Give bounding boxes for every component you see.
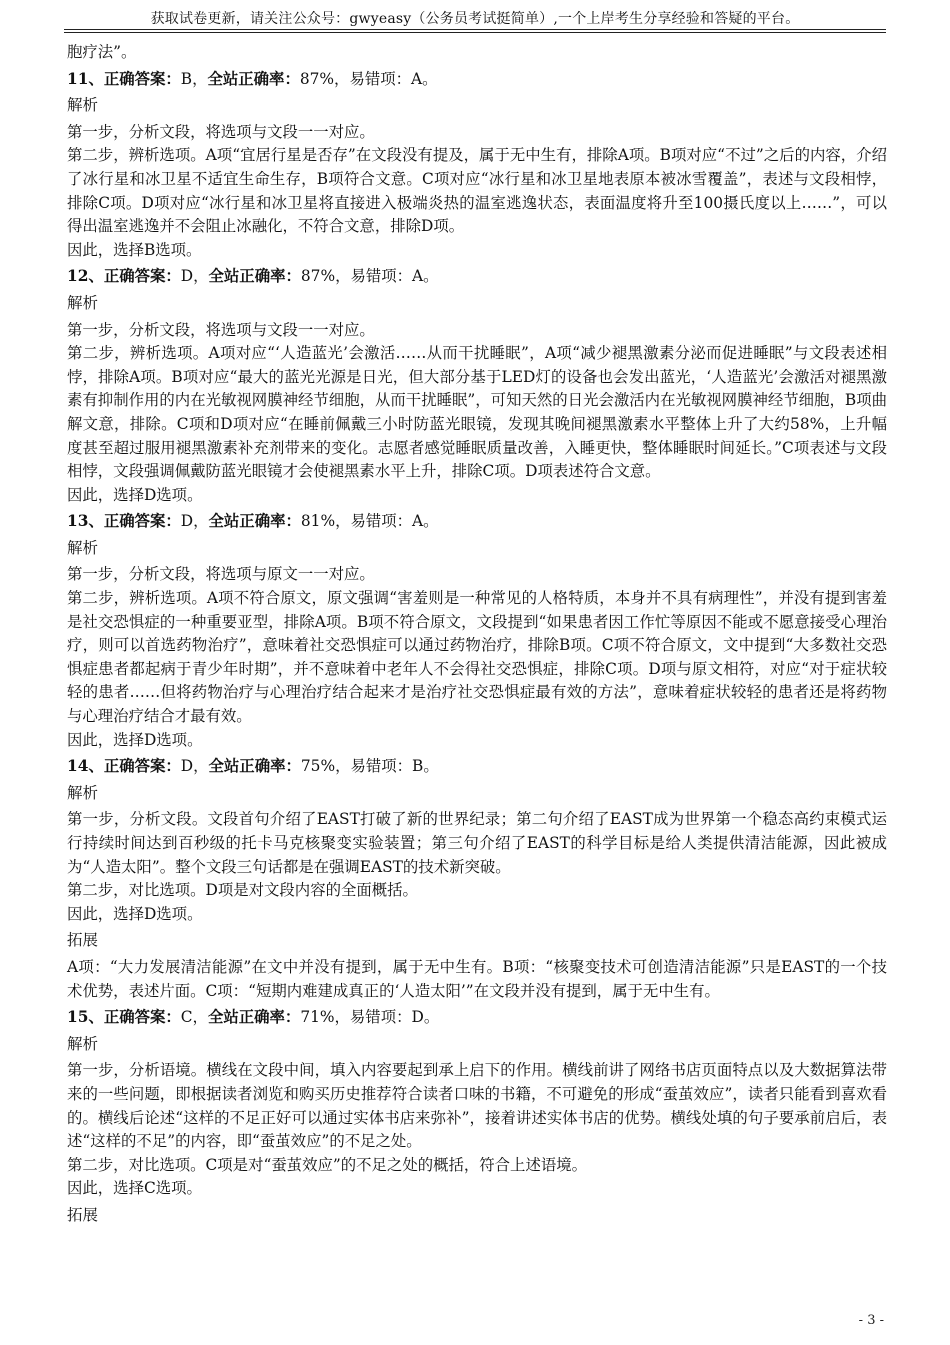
analysis-label: 解析	[67, 538, 99, 557]
extension-label: 拓展	[67, 931, 99, 950]
analysis-paragraph: 因此，选择D选项。	[67, 904, 203, 923]
page-number: - 3 -	[858, 1313, 884, 1328]
analysis-label: 解析	[67, 96, 99, 115]
analysis-paragraph: 第一步，分析语境。横线在文段中间，填入内容要起到承上启下的作用。横线前讲了网络书店页面特点以及大数据算法带来的一些问题，即根据读者浏览和购买历史推荐符合读者口味的书籍，不可避免的形成“蚕茧效应”，读者只能看到喜欢看的。横线后论述“这样的不足正好可以通过实体书店来弥补”，接着讲述实体书店的优势。横线处填的句子要承前启后，表述“这样的不足”的内容，即“蚕茧效应”的不足之处。	[67, 1061, 887, 1151]
analysis-paragraph: 第一步，分析文段，将选项与文段一一对应。	[67, 122, 375, 141]
analysis-paragraph: 因此，选择D选项。	[67, 485, 203, 504]
rate-value: 87%，易错项：A。	[300, 267, 439, 286]
analysis-label: 解析	[67, 293, 99, 312]
analysis-paragraph: 因此，选择B选项。	[67, 240, 202, 259]
question-header-15	[67, 1006, 887, 1030]
analysis-paragraph: 第二步，对比选项。D项是对文段内容的全面概括。	[67, 881, 418, 900]
rate-value: 75%，易错项：B。	[300, 757, 439, 776]
analysis-label: 解析	[67, 1034, 99, 1053]
answer-value: C，	[180, 1008, 208, 1027]
question-number: 11、	[67, 69, 104, 88]
rate-label: 全站正确率：	[208, 267, 301, 286]
header-rule	[64, 29, 886, 30]
rate-label: 全站正确率：	[208, 757, 301, 776]
header-rule-thin	[64, 32, 886, 33]
answer-value: B，	[180, 69, 208, 88]
rate-label: 全站正确率：	[207, 69, 300, 88]
question-number: 14、	[67, 757, 104, 776]
rate-value: 81%，易错项：A。	[300, 512, 439, 531]
analysis-paragraph: 第一步，分析文段。文段首句介绍了EAST打破了新的世界纪录；第二句介绍了EAST成为世界第一个稳态高约束模式运行持续时间达到百秒级的托卡马克核聚变实验装置；第三句介绍了EAST的科学目标是给人类提供清洁能源，因此被成为“人造太阳”。整个文段三句话都是在强调EAST的技术新突破。	[67, 810, 887, 876]
rate-value: 71%，易错项：D。	[300, 1008, 440, 1027]
extension-paragraph: A项：“大力发展清洁能源”在文中并没有提到，属于无中生有。B项：“核聚变技术可创造清洁能源”只是EAST的一个技术优势，表述片面。C项：“短期内难建成真正的‘人造太阳’”在文段并没有提到，属于无中生有。	[67, 957, 887, 1000]
question-header-13	[67, 510, 887, 534]
extension-label: 拓展	[67, 1205, 99, 1224]
rate-label: 全站正确率：	[208, 512, 301, 531]
answer-label: 正确答案：	[103, 1008, 181, 1027]
analysis-paragraph: 第二步，辨析选项。A项不符合原文，原文强调“害羞则是一种常见的人格特质，本身并不具有病理性”，并没有提到害羞是社交恐惧症的一种重要亚型，排除A项。B项不符合原文，文段提到“如果患者因工作忙等原因不能或不愿意接受心理治疗，则可以首选药物治疗”，意味着社交恐惧症可以通过药物治疗，排除B项。C项不符合原文，文中提到“大多数社交恐惧症患者都起病于青少年时期”，并不意味着中老年人不会得社交恐惧症，排除C项。D项与原文相符，对应“对于症状较轻的患者……但将药物治疗与心理治疗结合起来才是治疗社交恐惧症最有效的方法”，意味着症状较轻的患者还是将药物与心理治疗结合才最有效。	[67, 589, 887, 726]
answer-label: 正确答案：	[103, 267, 181, 286]
rate-label: 全站正确率：	[207, 1008, 301, 1027]
answer-value: D，	[180, 757, 209, 776]
page-header: 获取试卷更新，请关注公众号：gwyeasy（公务员考试挺简单）,一个上岸考生分享经验和答疑的平台。	[150, 11, 800, 27]
analysis-paragraph: 第一步，分析文段，将选项与原文一一对应。	[67, 565, 375, 584]
question-number: 13、	[67, 512, 104, 531]
answer-label: 正确答案：	[103, 512, 181, 531]
analysis-paragraph: 因此，选择C选项。	[67, 1179, 202, 1198]
answer-value: D，	[180, 267, 209, 286]
analysis-paragraph: 第一步，分析文段，将选项与文段一一对应。	[67, 320, 375, 339]
answer-value: D，	[180, 512, 209, 531]
answer-label: 正确答案：	[103, 757, 181, 776]
question-header-14	[67, 755, 887, 779]
question-number: 12、	[67, 267, 104, 286]
analysis-label: 解析	[67, 783, 99, 802]
analysis-paragraph: 第二步，对比选项。C项是对“蚕茧效应”的不足之处的概括，符合上述语境。	[67, 1155, 588, 1174]
question-header-12	[67, 265, 887, 289]
question-number: 15、	[67, 1008, 104, 1027]
rate-value: 87%，易错项：A。	[299, 69, 438, 88]
analysis-paragraph: 第二步，辨析选项。A项对应“‘人造蓝光’会激活……从而干扰睡眠”，A项“减少褪黑激素分泌而促进睡眠”与文段表述相悖，排除A项。B项对应“最大的蓝光光源是日光，但大部分基于LED灯的设备也会发出蓝光，‘人造蓝光’会激活对褪黑激素有抑制作用的内在光敏视网膜神经节细胞，从而干扰睡眠”，可知天然的日光会激活内在光敏视网膜神经节细胞，B项曲解文意，排除。C项和D项对应“在睡前佩戴三小时防蓝光眼镜，发现其晚间褪黑激素水平整体上升了大约58%，上升幅度甚至超过服用褪黑激素补充剂带来的变化。志愿者感觉睡眠质量改善，入睡更快，整体睡眠时间延长。”C项表述与文段相悖，文段强调佩戴防蓝光眼镜才会使褪黑素水平上升，排除C项。D项表述符合文意。	[67, 344, 887, 481]
question-header-11	[67, 68, 887, 92]
document-body	[67, 41, 887, 1231]
intro-line: 胞疗法”。	[67, 43, 137, 61]
analysis-paragraph: 第二步，辨析选项。A项“宜居行星是否存”在文段没有提及，属于无中生有，排除A项。B项对应“不过”之后的内容，介绍了冰行星和冰卫星不适宜生命生存，B项符合文意。C项对应“冰行星和冰卫星地表原本被冰雪覆盖”，表述与文段相悖，排除C项。D项对应“冰行星和冰卫星将直接进入极端炎热的温室逃逸状态，表面温度将升至100摄氏度以上……”，可以得出温室逃逸并不会阻止冰融化，不符合文意，排除D项。	[67, 146, 887, 236]
analysis-paragraph: 因此，选择D选项。	[67, 730, 203, 749]
answer-label: 正确答案：	[103, 69, 181, 88]
